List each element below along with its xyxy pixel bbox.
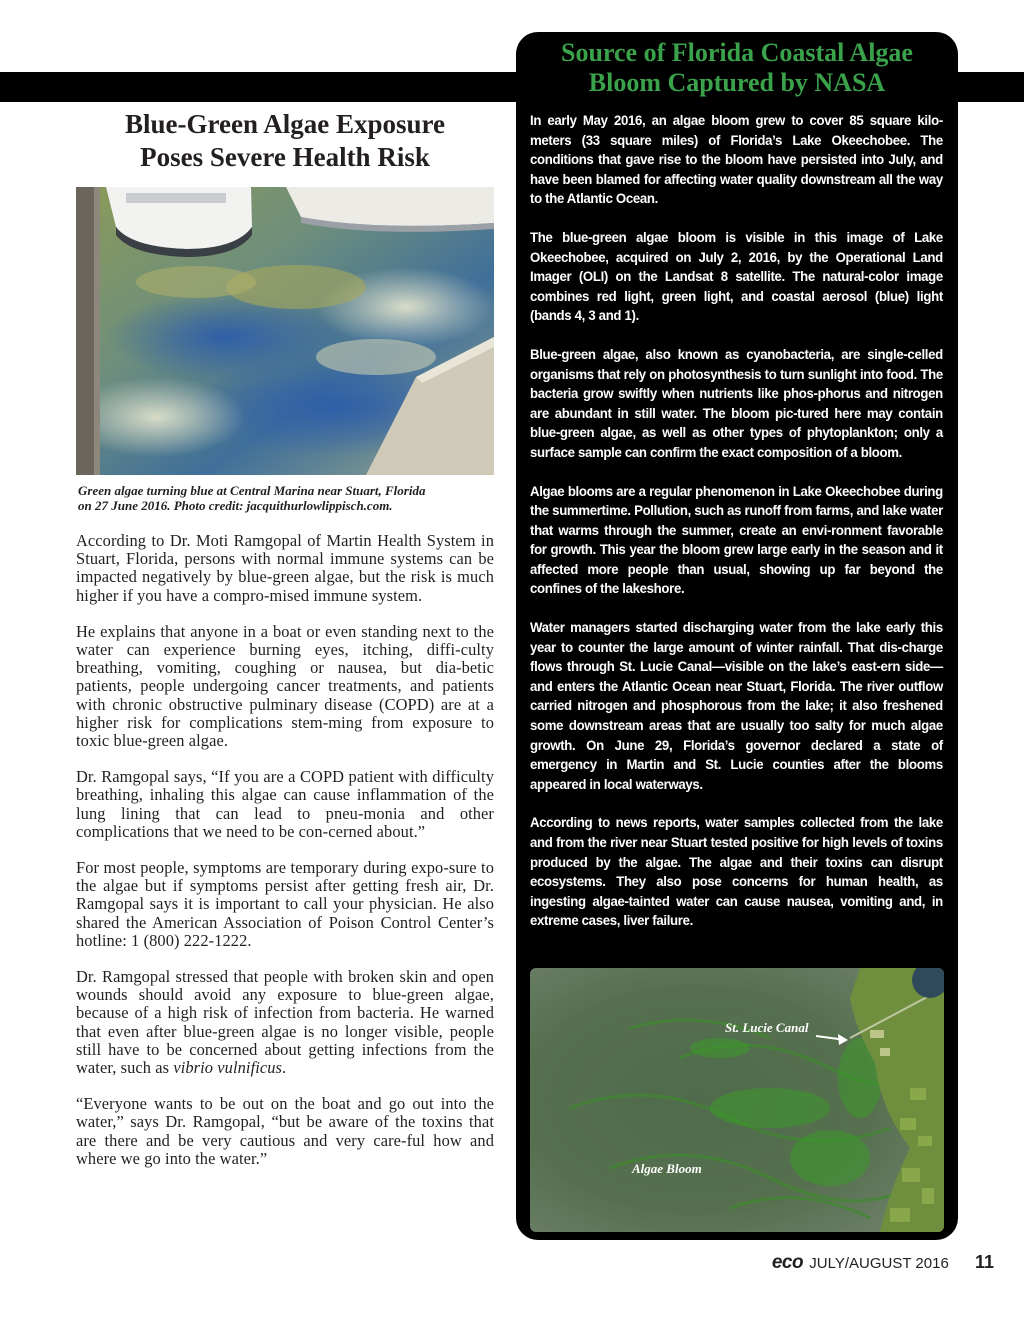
issue-date: JULY/AUGUST 2016	[809, 1255, 949, 1272]
lake-okeechobee-satellite-map	[530, 968, 944, 1232]
sidebar-paragraph-5: Water managers started discharging water from the lake early this year to counter the large amount of winter rainfall. That dis-charge flows through St. Lucie Canal—visible on the lake’s east-ern side—and enters the Atlantic Ocean near Stuart, Florida. The river outflow carried nitrogen and phosphorous from the lake; it also freshened some downstream areas that are usually too salty for much algae growth. On June 29, Florida’s governor declared a state of emergency in Martin and St. Lucie counties after the blooms appeared in local waterways.	[530, 620, 943, 793]
p5-end: .	[282, 1058, 287, 1078]
sidebar-title	[516, 38, 958, 98]
magazine-brand: eco	[771, 1252, 804, 1273]
map-label-bloom: Algae Bloom	[632, 1161, 702, 1176]
sidebar-paragraph-3: Blue-green algae, also known as cyanobacteria, are single-celled organisms that rely on photosynthesis to turn sunlight into food. The bacteria grow swiftly when nutrients like phos-phorus and nitrogen are abundant in still water. The bloom pic-tured here may contain blue-green algae, as well as other types of phytoplankton; only a surface sample can confirm the exact composition of a bloom.	[530, 346, 943, 461]
sidebar-body	[516, 98, 958, 932]
sidebar-paragraph-1: In early May 2016, an algae bloom grew to cover 85 square kilo-meters (33 square miles) of Florida’s Lake Okeechobee. The conditions that gave rise to the bloom have persisted into July, and have been blamed for affecting water quality downstream all the way to the Atlantic Ocean.	[530, 113, 943, 208]
sidebar-paragraph-6: According to news reports, water samples collected from the lake and from the river near Stuart tested positive for high levels of toxins produced by the algae. The algae and their toxins can disrupt ecosystems. They also pose concerns for human health, as ingesting algae-tainted water can cause nausea, vomiting and, in extreme cases, liver failure.	[530, 815, 943, 930]
article-paragraph-4: For most people, symptoms are temporary during expo-sure to the algae but if symptoms persist after getting fresh air, Dr. Ramgopal says it is important to call your physician. He also shared the American Association of Poison Control Center’s hotline: 1 (800) 222-1222.	[76, 858, 494, 950]
page-number: 11	[974, 1252, 994, 1272]
article-column	[76, 106, 494, 1186]
page-footer	[772, 1252, 994, 1274]
map-label-canal: St. Lucie Canal	[725, 1020, 809, 1035]
marina-algae-photo	[76, 187, 494, 475]
sidebar-paragraph-4: Algae blooms are a regular phenomenon in Lake Okeechobee during the summertime. Pollution, such as runoff from farms, and lake water that warms through the summer, create an envi-ronment favorable for growth. This year the bloom grew large early in the season and it affected more people than usual, showing up far beyond the confines of the lakeshore.	[530, 483, 943, 598]
p5-main-text: Dr. Ramgopal stressed that people with broken skin and open wounds should avoid any exposure to blue-green algae, because of a high risk of infection from bacteria. He warned that even after blue-green algae is no longer visible, people still have to be concerned about getting infections from the water, such as	[76, 967, 494, 1078]
caption-line-1: Green algae turning blue at Central Marina near Stuart, Florida	[78, 483, 426, 498]
article-paragraph-2: He explains that anyone in a boat or even standing next to the water can experience burning eyes, itching, diffi-culty breathing, vomiting, coughing or nausea, but dia-betic patients, people undergoing cancer treatments, and patients with chronic obstructive pulminary disease (COPD) are at a higher risk for complications stem-ming from exposure to toxic blue-green algae.	[76, 621, 494, 751]
headline-line-2: Poses Severe Health Risk	[140, 142, 430, 172]
article-paragraph-6: “Everyone wants to be out on the boat and go out into the water,” says Dr. Ramgopal, “but be aware of the toxins that are there and be very cautious and very care-ful how and where we go into the water.”	[76, 1094, 494, 1168]
caption-line-2: on 27 June 2016. Photo credit: jacquithurlowlippisch.com.	[78, 498, 393, 513]
article-paragraph-3: Dr. Ramgopal says, “If you are a COPD patient with difficulty breathing, inhaling this algae can cause inflammation of the lung lining that can lead to pneu-monia and other complications that we need to be con-cerned about.”	[76, 767, 494, 841]
article-body	[76, 532, 494, 1168]
article-headline	[76, 108, 494, 174]
photo-caption	[76, 483, 494, 513]
article-paragraph-1: According to Dr. Moti Ramgopal of Martin Health System in Stuart, Florida, persons with normal immune systems can be impacted negatively by blue-green algae, but the risk is much higher if you have a compro-mised immune system.	[76, 531, 494, 605]
sidebar-title-line-1: Source of Florida Coastal Algae	[561, 38, 913, 67]
marina-photo-illustration	[76, 187, 494, 475]
sidebar-paragraph-2: The blue-green algae bloom is visible in this image of Lake Okeechobee, acquired on July 2, 2016, by the Operational Land Imager (OLI) on the Landsat 8 satellite. The natural-color image combines red light, green light, and coastal aerosol (blue) light (bands 4, 3 and 1).	[530, 229, 943, 325]
sidebar-title-line-2: Bloom Captured by NASA	[588, 68, 886, 97]
headline-line-1: Blue-Green Algae Exposure	[124, 109, 445, 139]
satellite-image	[530, 968, 944, 1232]
nasa-sidebar	[516, 32, 958, 1240]
article-paragraph-5	[76, 968, 494, 1077]
p5-species-name: vibrio vulnificus	[173, 1058, 283, 1078]
